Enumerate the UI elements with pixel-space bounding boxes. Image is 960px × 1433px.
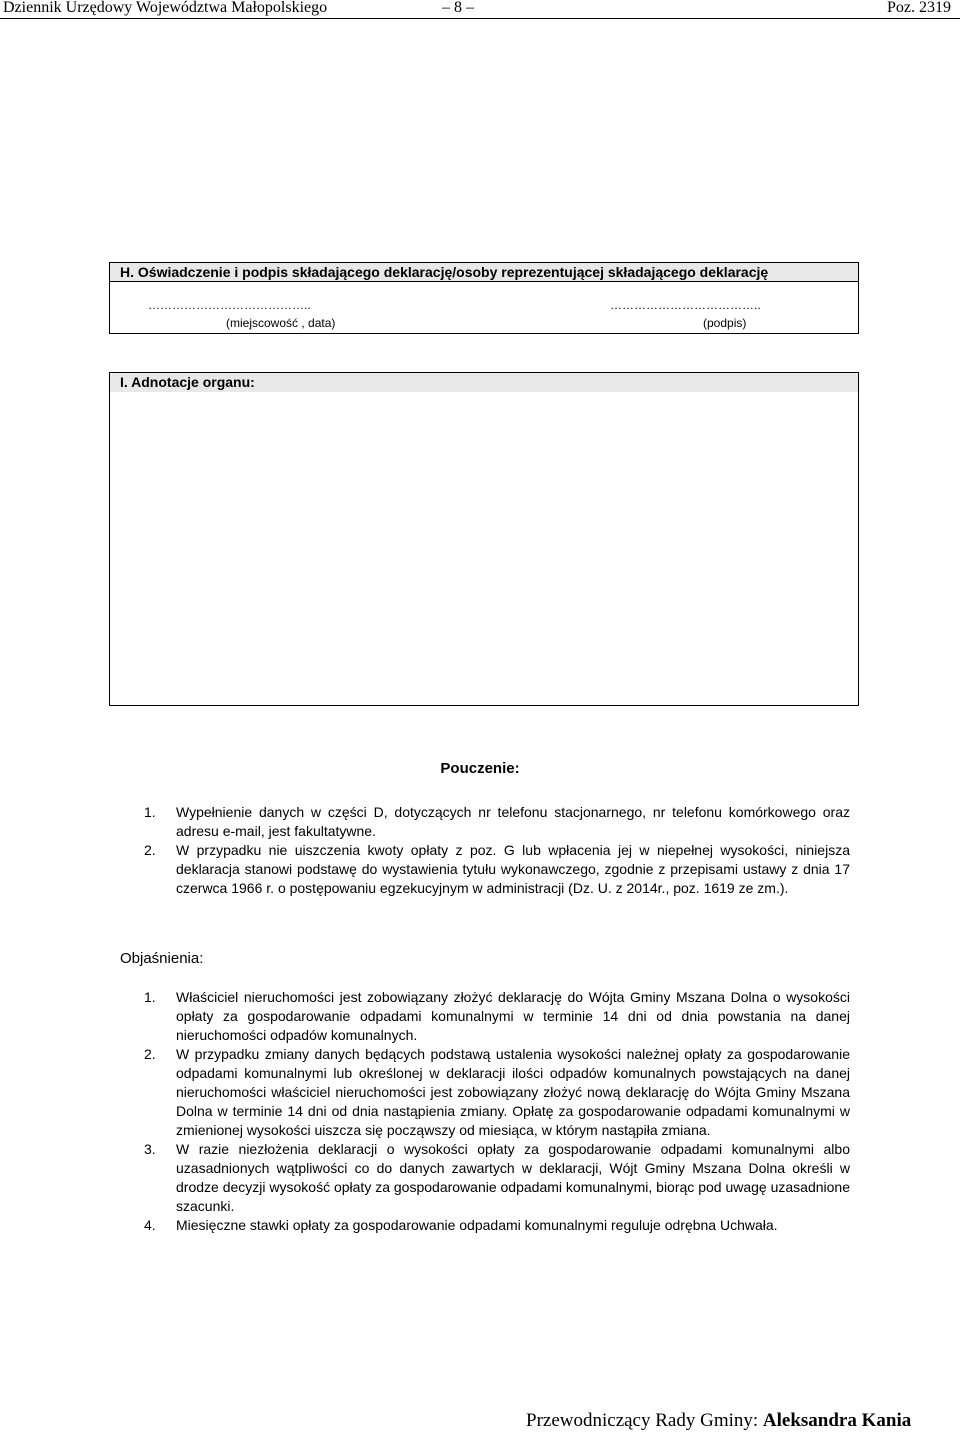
list-item-text: Właściciel nieruchomości jest zobowiązany złożyć deklarację do Wójta Gminy Mszana Dolna o wysokości opłaty za gospodarowanie odpadami komunalnymi w terminie 14 dni od dnia powstania na danej nieruchomości odpadów komunalnych. (176, 989, 850, 1043)
instructions-heading: Pouczenie: (440, 760, 520, 777)
list-item-number: 1. (144, 989, 156, 1005)
list-item-text: W przypadku zmiany danych będących podstawą ustalenia wysokości należnej opłaty za gospodarowanie odpadami komunalnymi lub określonej w deklaracji ilości odpadów komunalnych powstających na danej nieruchomości właściciel nieruchomości jest zobowiązany złożyć nową deklarację do Wójta Gminy Mszana Dolna w terminie 14 dni od dnia nastąpienia zmiany. Opłatę za gospodarowanie odpadami komunalnymi w zmienionej wysokości uiszcza się począwszy od miesiąca, w którym nastąpiła zmiana. (176, 1046, 850, 1138)
instructions-list (144, 803, 850, 898)
section-h-body (110, 282, 858, 332)
list-item (144, 841, 850, 898)
list-item-number: 2. (144, 1046, 156, 1062)
header-divider (0, 18, 960, 19)
section-i-authority-notes (109, 372, 859, 706)
list-item (144, 988, 850, 1045)
footer-signature (526, 1410, 911, 1432)
page-number: – 8 – (442, 0, 474, 16)
section-i-title: I. Adnotacje organu: (110, 373, 858, 392)
list-item (144, 803, 850, 841)
explanations-list (144, 988, 850, 1235)
position-number: Poz. 2319 (887, 0, 951, 16)
section-h-title: H. Oświadczenie i podpis składającego deklarację/osoby reprezentującej składającego deklarację (110, 263, 858, 282)
explanations-heading: Objaśnienia: (120, 950, 204, 967)
list-item-number: 4. (144, 1217, 156, 1233)
chairman-label: Przewodniczący Rady Gminy: (526, 1410, 763, 1431)
journal-title: Dziennik Urzędowy Województwa Małopolskiego (3, 0, 328, 16)
place-date-field[interactable]: ………………………………….. (148, 298, 311, 312)
list-item-text: Miesięczne stawki opłaty za gospodarowanie odpadami komunalnymi reguluje odrębna Uchwała. (176, 1217, 778, 1233)
list-item (144, 1045, 850, 1140)
list-item-number: 2. (144, 842, 156, 858)
authority-notes-area[interactable] (110, 392, 858, 702)
signature-caption: (podpis) (703, 316, 747, 330)
page-header (0, 0, 960, 20)
list-item (144, 1216, 850, 1235)
place-date-caption: (miejscowość , data) (226, 316, 336, 330)
list-item-number: 3. (144, 1141, 156, 1157)
section-h-declaration-signature (109, 262, 859, 334)
list-item-text: W przypadku nie uiszczenia kwoty opłaty z poz. G lub wpłacenia jej w niepełnej wysokości, niniejsza deklaracja stanowi podstawę do wystawienia tytułu wykonawczego, zgodnie z przepisami ustawy z dnia 17 czerwca 1966 r. o postępowaniu egzekucyjnym w administracji (Dz. U. z 2014r., poz. 1619 ze zm.). (176, 842, 850, 896)
list-item (144, 1140, 850, 1216)
list-item-number: 1. (144, 804, 156, 820)
chairman-name: Aleksandra Kania (762, 1410, 912, 1431)
list-item-text: W razie niezłożenia deklaracji o wysokości opłaty za gospodarowanie odpadami komunalnymi albo uzasadnionych wątpliwości co do danych zawartych w deklaracji, Wójt Gminy Mszana Dolna określi w drodze decyzji wysokość opłaty za gospodarowanie odpadami komunalnymi, biorąc pod uwagę uzasadnione szacunki. (176, 1141, 850, 1214)
signature-field[interactable]: ……………………………….. (610, 298, 761, 312)
list-item-text: Wypełnienie danych w części D, dotyczących nr telefonu stacjonarnego, nr telefonu komórkowego oraz adresu e-mail, jest fakultatywne. (176, 804, 850, 839)
